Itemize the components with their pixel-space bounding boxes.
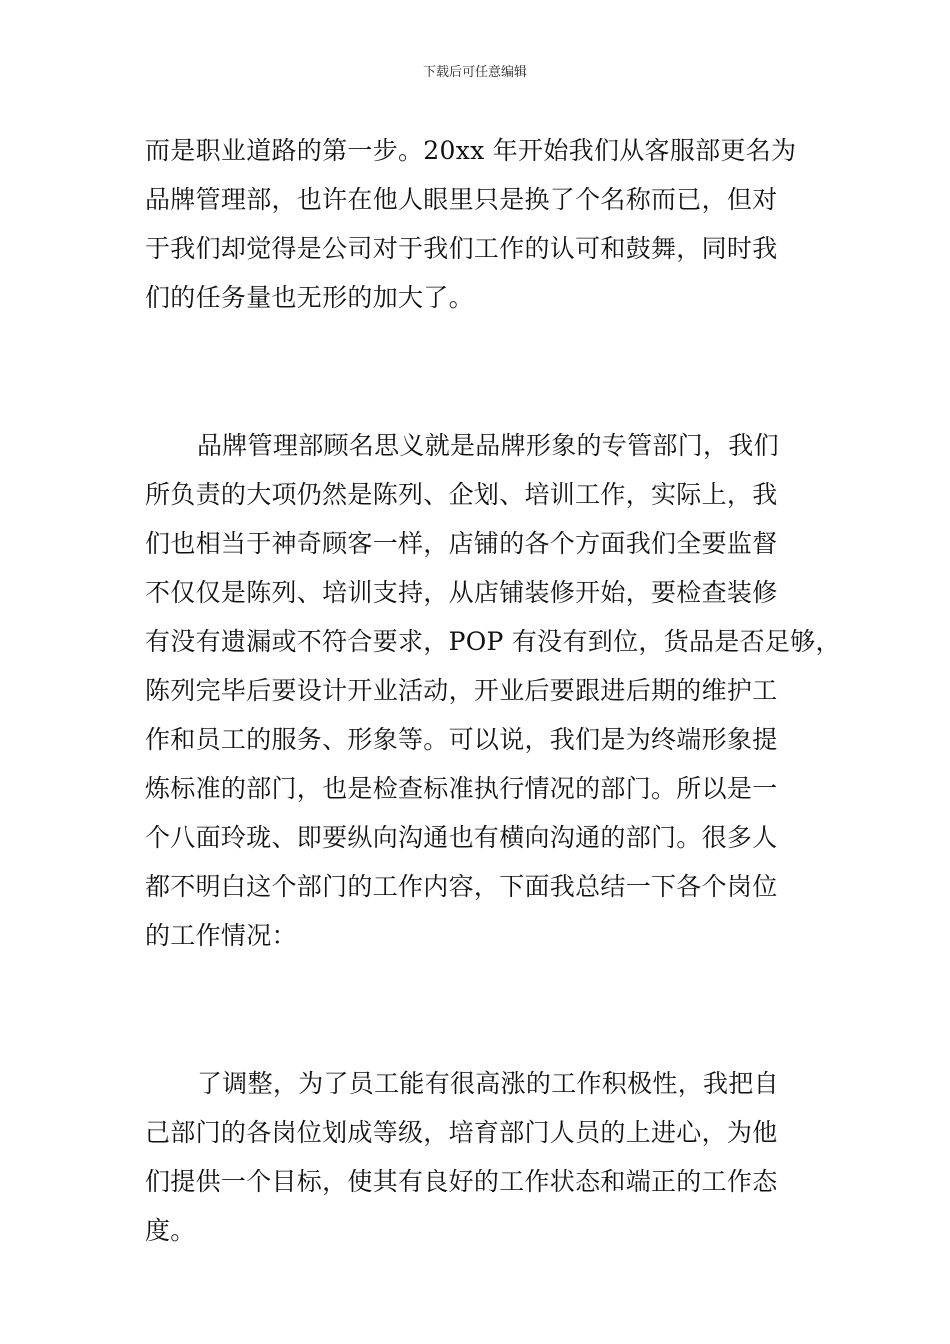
text-line: 个八面玲珑、即要纵向沟通也有横向沟通的部门。很多人 xyxy=(145,823,778,852)
text-line: 品牌管理部，也许在他人眼里只是换了个名称而已，但对 xyxy=(145,185,778,214)
page-header: 下载后可任意编辑 xyxy=(422,65,527,80)
text-line: 度。 xyxy=(145,1216,196,1245)
text-line: 们的任务量也无形的加大了。 xyxy=(145,283,474,312)
text-line: 己部门的各岗位划成等级，培育部门人员的上进心，为他 xyxy=(145,1118,778,1147)
text-line: 不仅仅是陈列、培训支持，从店铺装修开始，要检查装修 xyxy=(145,578,778,607)
paragraph-3 xyxy=(145,1059,835,1255)
text-line: 都不明白这个部门的工作内容，下面我总结一下各个岗位 xyxy=(145,872,778,901)
paragraph-2 xyxy=(145,421,841,960)
paragraph-1 xyxy=(145,126,835,322)
text-line: 陈列完毕后要设计开业活动，开业后要跟进后期的维护工 xyxy=(145,676,778,705)
document-body xyxy=(145,126,841,1255)
text-line: 品牌管理部顾名思义就是品牌形象的专管部门，我们 xyxy=(197,431,779,460)
text-line: 炼标准的部门，也是检查标准执行情况的部门。所以是一 xyxy=(145,774,778,803)
text-line: 所负责的大项仍然是陈列、企划、培训工作，实际上，我 xyxy=(145,480,778,509)
text-line: 了调整，为了员工能有很高涨的工作积极性，我把自 xyxy=(197,1069,779,1098)
text-line: 们也相当于神奇顾客一样，店铺的各个方面我们全要监督 xyxy=(145,529,778,558)
text-line: 的工作情况： xyxy=(145,921,297,950)
text-line: 于我们却觉得是公司对于我们工作的认可和鼓舞，同时我 xyxy=(145,234,778,263)
text-line: 而是职业道路的第一步。20xx 年开始我们从客服部更名为 xyxy=(145,136,797,165)
text-line: 有没有遗漏或不符合要求，POP 有没有到位，货品是否足够， xyxy=(145,627,841,656)
paragraph-spacer xyxy=(145,322,835,421)
paragraph-spacer xyxy=(145,960,835,1059)
text-line: 作和员工的服务、形象等。可以说，我们是为终端形象提 xyxy=(145,725,778,754)
text-line: 们提供一个目标，使其有良好的工作状态和端正的工作态 xyxy=(145,1167,778,1196)
